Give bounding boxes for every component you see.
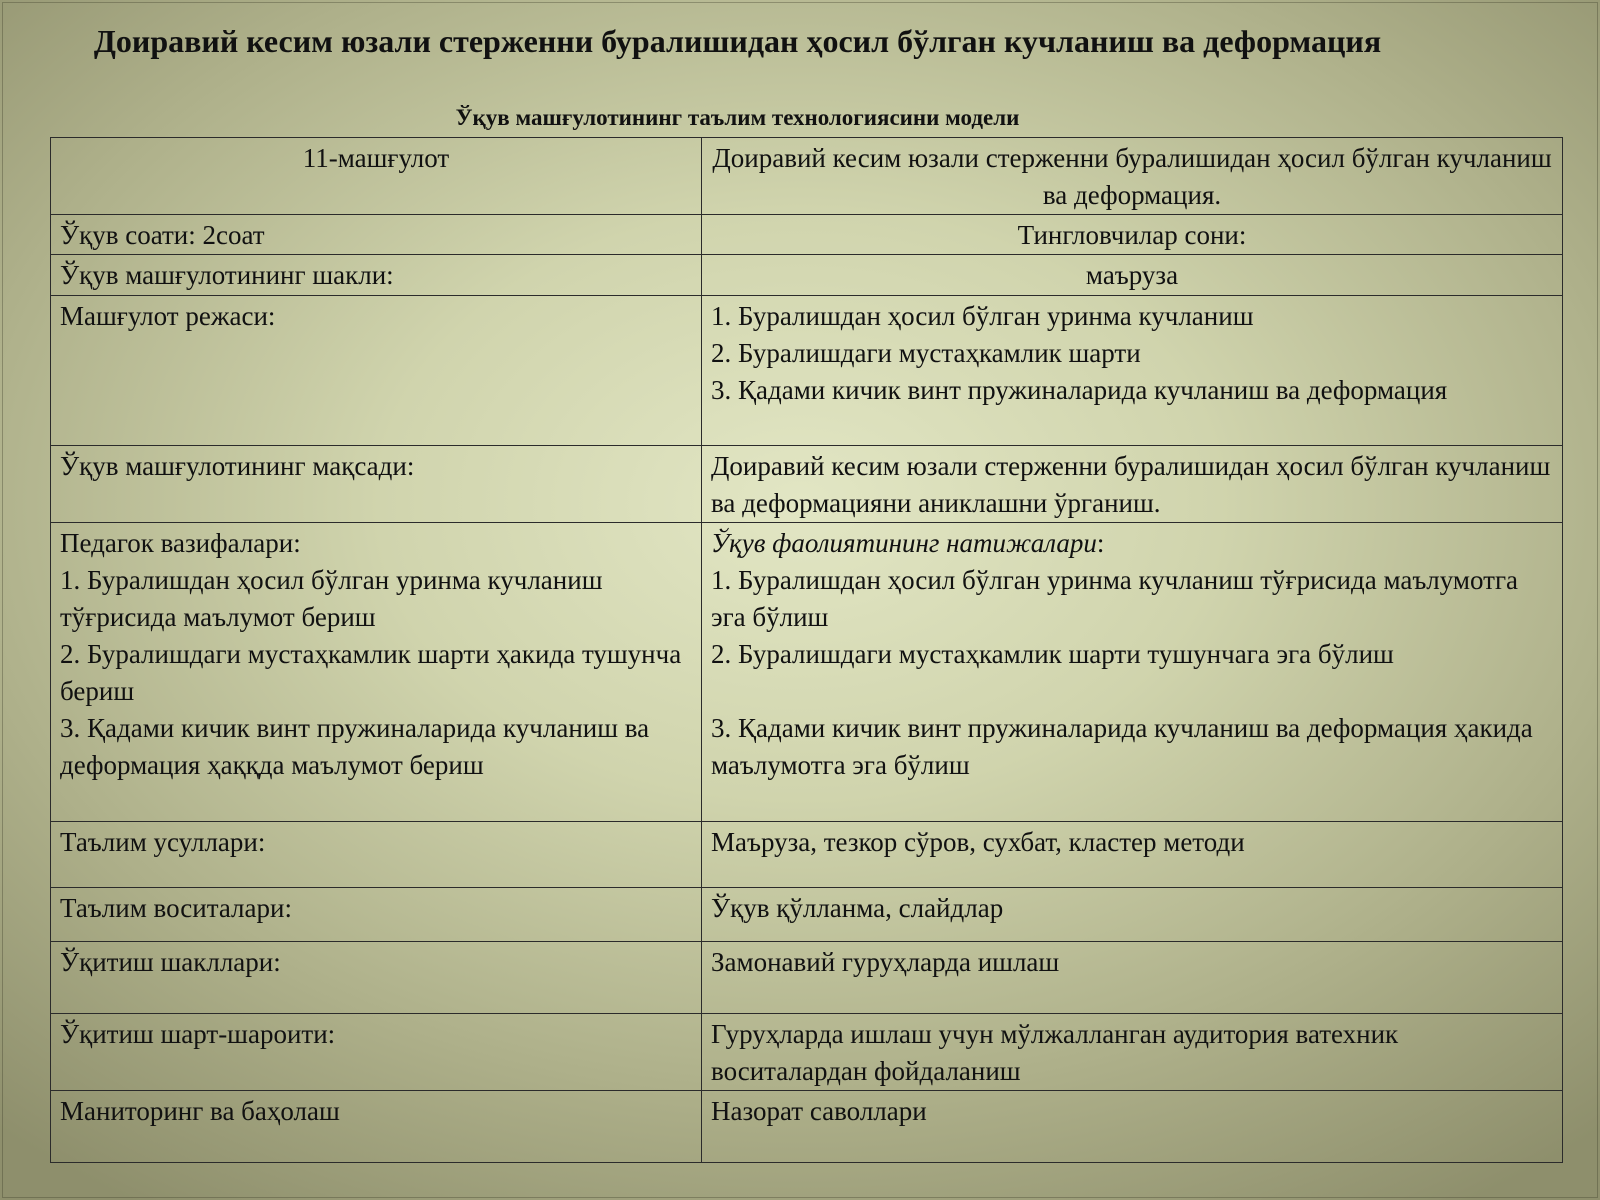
table-row bbox=[51, 215, 1563, 255]
study-hours-cell: Ўқув соати: 2соат bbox=[51, 215, 702, 255]
lesson-plan-label: Машғулот режаси: bbox=[51, 296, 702, 446]
plan-item: 1. Буралишдан ҳосил бўлган уринма кучланиш bbox=[711, 301, 1254, 331]
task-item: 2. Буралишдаги мустаҳкамлик шарти ҳакида тушунча бериш bbox=[60, 639, 682, 706]
teaching-methods-label: Таълим усуллари: bbox=[51, 822, 702, 888]
page-subtitle: Ўқув машғулотининг таълим технологиясини модели bbox=[455, 105, 1020, 130]
teaching-conditions-value: Гуруҳларда ишлаш учун мўлжалланган аудитория ватехник воситалардан фойдаланиш bbox=[702, 1014, 1563, 1091]
learning-results-cell bbox=[702, 523, 1563, 822]
learning-results-colon: : bbox=[1096, 528, 1105, 558]
table-row bbox=[51, 255, 1563, 296]
table-row bbox=[51, 942, 1563, 1014]
table-row bbox=[51, 888, 1563, 942]
teaching-tools-value: Ўқув қўлланма, слайдлар bbox=[702, 888, 1563, 942]
lesson-goal-label: Ўқув машғулотининг мақсади: bbox=[51, 446, 702, 523]
lesson-goal-value: Доиравий кесим юзали стерженни буралишидан ҳосил бўлган кучланиш ва деформацияни аниклашни ўрганиш. bbox=[702, 446, 1563, 523]
table-row bbox=[51, 138, 1563, 215]
table-row bbox=[51, 1091, 1563, 1163]
lesson-number-cell: 11-машғулот bbox=[51, 138, 702, 215]
teaching-forms-value: Замонавий гуруҳларда ишлаш bbox=[702, 942, 1563, 1014]
lesson-form-value: маъруза bbox=[702, 255, 1563, 296]
lesson-topic-cell: Доиравий кесим юзали стерженни буралишидан ҳосил бўлган кучланиш ва деформация. bbox=[702, 138, 1563, 215]
table-row bbox=[51, 296, 1563, 446]
teaching-forms-label: Ўқитиш шакллари: bbox=[51, 942, 702, 1014]
teaching-conditions-label: Ўқитиш шарт-шароити: bbox=[51, 1014, 702, 1091]
result-item: 3. Қадами кичик винт пружиналарида кучланиш ва деформация ҳакида маълумотга эга бўлиш bbox=[711, 713, 1533, 780]
plan-item: 3. Қадами кичик винт пружиналарида кучланиш ва деформация bbox=[711, 375, 1448, 405]
task-item: 3. Қадами кичик винт пружиналарида кучланиш ва деформация ҳаққда маълумот бериш bbox=[60, 713, 650, 780]
monitoring-value: Назорат саволлари bbox=[702, 1091, 1563, 1163]
listeners-count-cell: Тингловчилар сони: bbox=[702, 215, 1563, 255]
lesson-form-label: Ўқув машғулотининг шакли: bbox=[51, 255, 702, 296]
table-row bbox=[51, 822, 1563, 888]
lesson-model-table bbox=[50, 137, 1563, 1163]
teaching-methods-value: Маъруза, тезкор сўров, сухбат, кластер методи bbox=[702, 822, 1563, 888]
plan-item: 2. Буралишдаги мустаҳкамлик шарти bbox=[711, 338, 1141, 368]
spacer bbox=[711, 673, 1553, 710]
result-item: 1. Буралишдан ҳосил бўлган уринма кучланиш тўғрисида маълумотга эга бўлиш bbox=[711, 565, 1519, 632]
pedagog-tasks-label: Педагок вазифалари: bbox=[60, 528, 301, 558]
lesson-plan-cell bbox=[702, 296, 1563, 446]
learning-results-title: Ўқув фаолиятининг натижалари bbox=[711, 528, 1097, 558]
learning-results-heading bbox=[711, 525, 1553, 562]
task-item: 1. Буралишдан ҳосил бўлган уринма кучланиш тўғрисида маълумот бериш bbox=[60, 565, 603, 632]
teaching-tools-label: Таълим воситалари: bbox=[51, 888, 702, 942]
result-item: 2. Буралишдаги мустаҳкамлик шарти тушунчага эга бўлиш bbox=[711, 639, 1394, 669]
monitoring-label: Маниторинг ва баҳолаш bbox=[51, 1091, 702, 1163]
pedagog-tasks-cell bbox=[51, 523, 702, 822]
page-title: Доиравий кесим юзали стерженни буралишидан ҳосил бўлган кучланиш ва деформация bbox=[93, 23, 1382, 59]
table-row bbox=[51, 446, 1563, 523]
table-row bbox=[51, 1014, 1563, 1091]
table-row bbox=[51, 523, 1563, 822]
